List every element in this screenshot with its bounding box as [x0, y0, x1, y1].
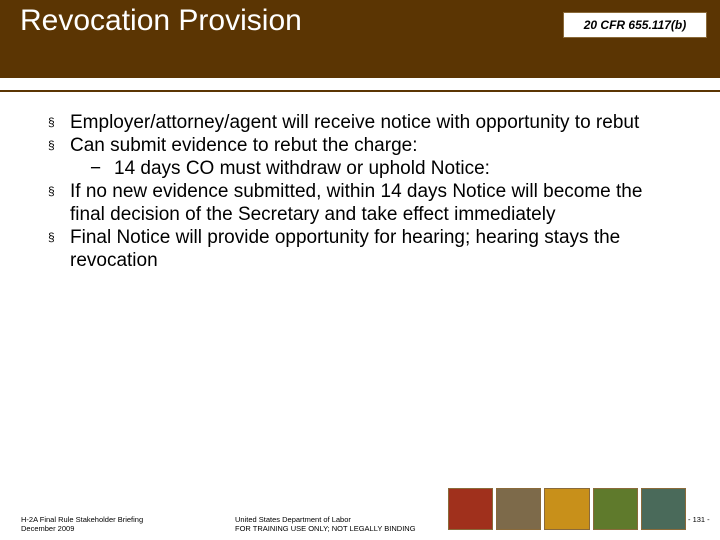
agriculture-photo-strip [448, 488, 686, 530]
bullet-marker-icon: § [48, 138, 55, 152]
tractor-photo-icon [641, 488, 686, 530]
worker-photo-icon [496, 488, 541, 530]
footer-disclaimer: FOR TRAINING USE ONLY; NOT LEGALLY BINDING [235, 524, 416, 533]
footer-briefing-info [21, 515, 143, 533]
bullet-item [42, 134, 682, 157]
slide-title: Revocation Provision [20, 4, 302, 37]
footer-briefing-date: December 2009 [21, 524, 75, 533]
bullet-text: Employer/attorney/agent will receive notice with opportunity to rebut [70, 112, 640, 133]
bullet-marker-icon: § [48, 115, 55, 129]
dash-marker-icon: − [90, 158, 102, 179]
divider-rule [0, 90, 720, 92]
title-bar [0, 0, 720, 78]
bullet-text: If no new evidence submitted, within 14 days Notice will become the final decision of the Secretary and take effect immediately [70, 181, 643, 225]
footer-department: United States Department of Labor [235, 515, 351, 524]
bullet-marker-icon: § [48, 230, 55, 244]
page-number: - 131 - [688, 515, 710, 524]
bullet-item [42, 226, 682, 272]
footer-briefing-title: H-2A Final Rule Stakeholder Briefing [21, 515, 144, 524]
citrus-photo-icon [593, 488, 638, 530]
bullet-text: Final Notice will provide opportunity for hearing; hearing stays the revocation [70, 227, 621, 271]
berries-photo-icon [448, 488, 493, 530]
bullet-list [42, 111, 682, 272]
cfr-reference-badge: 20 CFR 655.117(b) [563, 12, 707, 38]
bullet-item [42, 180, 682, 226]
bullet-marker-icon: § [48, 184, 55, 198]
sub-bullet-item [42, 157, 682, 180]
bullet-text: Can submit evidence to rebut the charge: [70, 135, 418, 156]
footer-dol-info [235, 515, 416, 533]
sub-bullet-text: 14 days CO must withdraw or uphold Notice: [114, 158, 490, 179]
bullet-item [42, 111, 682, 134]
honeycomb-photo-icon [544, 488, 589, 530]
